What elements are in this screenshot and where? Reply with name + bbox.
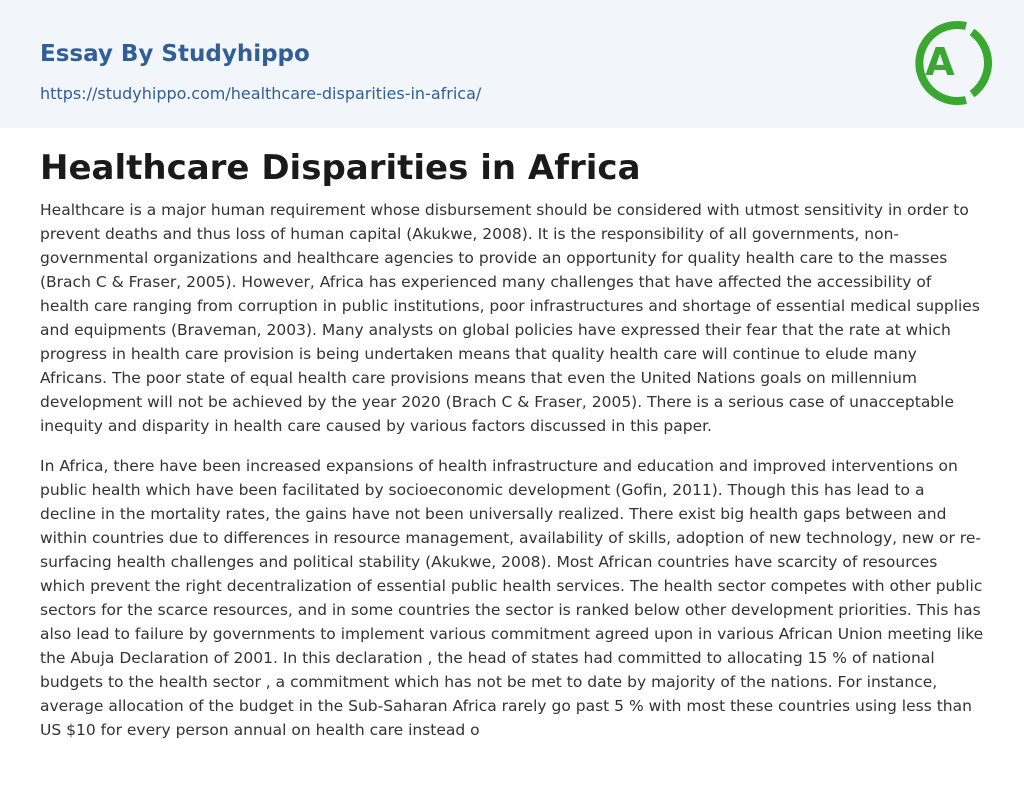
article-content — [40, 144, 984, 758]
logo-letter: A — [925, 40, 955, 84]
brand-title[interactable]: Essay By Studyhippo — [40, 41, 310, 67]
site-header — [0, 0, 1024, 128]
source-url-link[interactable]: https://studyhippo.com/healthcare-disparities-in-africa/ — [40, 84, 482, 103]
studyhippo-logo-icon[interactable] — [906, 18, 992, 108]
article-paragraph-1: Healthcare is a major human requirement whose disbursement should be considered with utmost sensitivity in order to prevent deaths and thus loss of human capital (Akukwe, 2008). It is the responsibility of all governments, non-governmental organizations and healthcare agencies to provide an opportunity for quality health care to the masses (Brach C & Fraser, 2005). However, Africa has experienced many challenges that have affected the accessibility of health care ranging from corruption in public institutions, poor infrastructures and shortage of essential medical supplies and equipments (Braveman, 2003). Many analysts on global policies have expressed their fear that the rate at which progress in health care provision is being undertaken means that quality health care will continue to elude many Africans. The poor state of equal health care provisions means that even the United Nations goals on millennium development will not be achieved by the year 2020 (Brach C & Fraser, 2005). There is a serious case of unacceptable inequity and disparity in health care caused by various factors discussed in this paper. — [40, 201, 980, 435]
page-title: Healthcare Disparities in Africa — [40, 148, 641, 188]
article-paragraph-2: In Africa, there have been increased expansions of health infrastructure and education and improved interventions on public health which have been facilitated by socioeconomic development (Gofin, 2011). Though this has lead to a decline in the mortality rates, the gains have not been universally realized. There exist big health gaps between and within countries due to differences in resource management, availability of skills, adoption of new technology, new or re-surfacing health challenges and political stability (Akukwe, 2008). Most African countries have scarcity of resources which prevent the right decentralization of essential public health services. The health sector competes with other public sectors for the scarce resources, and in some countries the sector is ranked below other development priorities. This has also lead to failure by governments to implement various commitment agreed upon in various African Union meeting like the Abuja Declaration of 2001. In this declaration , the head of states had committed to allocating 15 % of national budgets to the health sector , a commitment which has not be met to date by majority of the nations. For instance, average allocation of the budget in the Sub-Saharan Africa rarely go past 5 % with most these countries using less than US $10 for every person annual on health care instead o — [40, 457, 984, 739]
